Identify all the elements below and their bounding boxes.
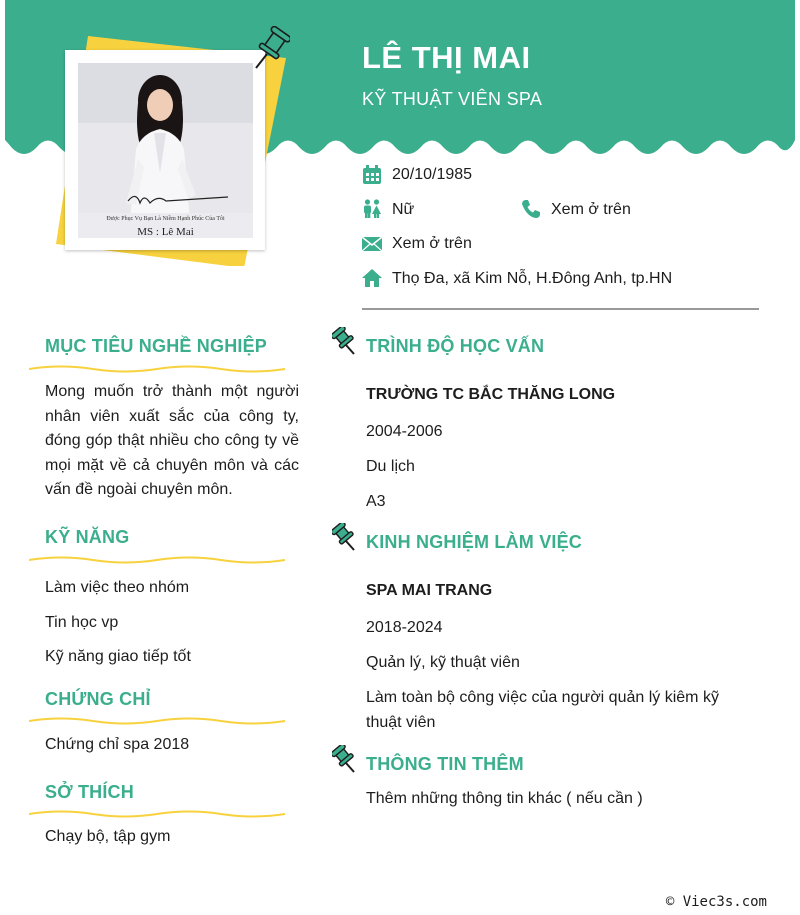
email-value: Xem ở trên (392, 235, 472, 252)
certificates-title: CHỨNG CHỈ (45, 689, 151, 709)
photo-caption-line1: Được Phục Vụ Bạn Là Niềm Hạnh Phúc Của Tôi (106, 216, 225, 222)
education-period: 2004-2006 (366, 423, 443, 440)
phone-icon (521, 199, 541, 219)
objective-text: Mong muốn trở thành một người nhân viên xuất sắc của công ty, đóng góp thật nhiều cho công ty về mọi mặt về cả chuyên môn và các vấn đề ngoài chuyên môn. (45, 383, 299, 498)
pushpin-icon (332, 523, 360, 553)
photo-caption-line2: MS : Lê Mai (137, 226, 194, 238)
job-title: KỸ THUẬT VIÊN SPA (362, 89, 543, 109)
profile-photo (78, 63, 253, 238)
hobbies-title: SỞ THÍCH (45, 782, 134, 802)
company-name: SPA MAI TRANG (366, 582, 493, 599)
education-title: TRÌNH ĐỘ HỌC VẤN (366, 336, 545, 356)
experience-description: Làm toàn bộ công việc của người quản lý kiêm kỹ thuật viên (366, 689, 719, 731)
skills-title: KỸ NĂNG (45, 527, 130, 547)
certificate-item: Chứng chỉ spa 2018 (45, 736, 190, 753)
experience-title: KINH NGHIỆM LÀM VIỆC (366, 532, 583, 552)
birthday-value: 20/10/1985 (392, 166, 473, 183)
hobbies-underline (29, 809, 285, 819)
objective-underline (29, 364, 285, 374)
gender-icon (362, 199, 382, 219)
home-icon (362, 268, 382, 288)
email-icon (362, 234, 382, 254)
more-info-title: THÔNG TIN THÊM (366, 754, 524, 774)
profile-name: LÊ THỊ MAI (362, 40, 531, 75)
footer-credit: © Viec3s.com (665, 894, 767, 910)
header-divider (362, 308, 759, 310)
more-info-text: Thêm những thông tin khác ( nếu cần ) (366, 790, 643, 807)
experience-position: Quản lý, kỹ thuật viên (366, 654, 520, 671)
objective-title: MỤC TIÊU NGHỀ NGHIỆP (45, 336, 268, 356)
certificates-underline (29, 716, 285, 726)
school-name: TRƯỜNG TC BẮC THĂNG LONG (366, 386, 616, 403)
address-value: Thọ Đa, xã Kim Nỗ, H.Đông Anh, tp.HN (392, 270, 673, 287)
pushpin-icon (250, 26, 290, 72)
pushpin-icon (332, 327, 360, 357)
skill-item: Tin học vp (45, 614, 119, 631)
hobby-item: Chạy bộ, tập gym (45, 828, 171, 845)
education-major: Du lịch (366, 458, 415, 475)
pushpin-icon (332, 745, 360, 775)
calendar-icon (362, 165, 382, 185)
phone-value: Xem ở trên (551, 201, 631, 218)
experience-period: 2018-2024 (366, 619, 443, 636)
skill-item: Kỹ năng giao tiếp tốt (45, 648, 191, 665)
skills-underline (29, 555, 285, 565)
gender-value: Nữ (392, 201, 415, 218)
skill-item: Làm việc theo nhóm (45, 579, 190, 596)
education-grade: A3 (366, 493, 386, 510)
